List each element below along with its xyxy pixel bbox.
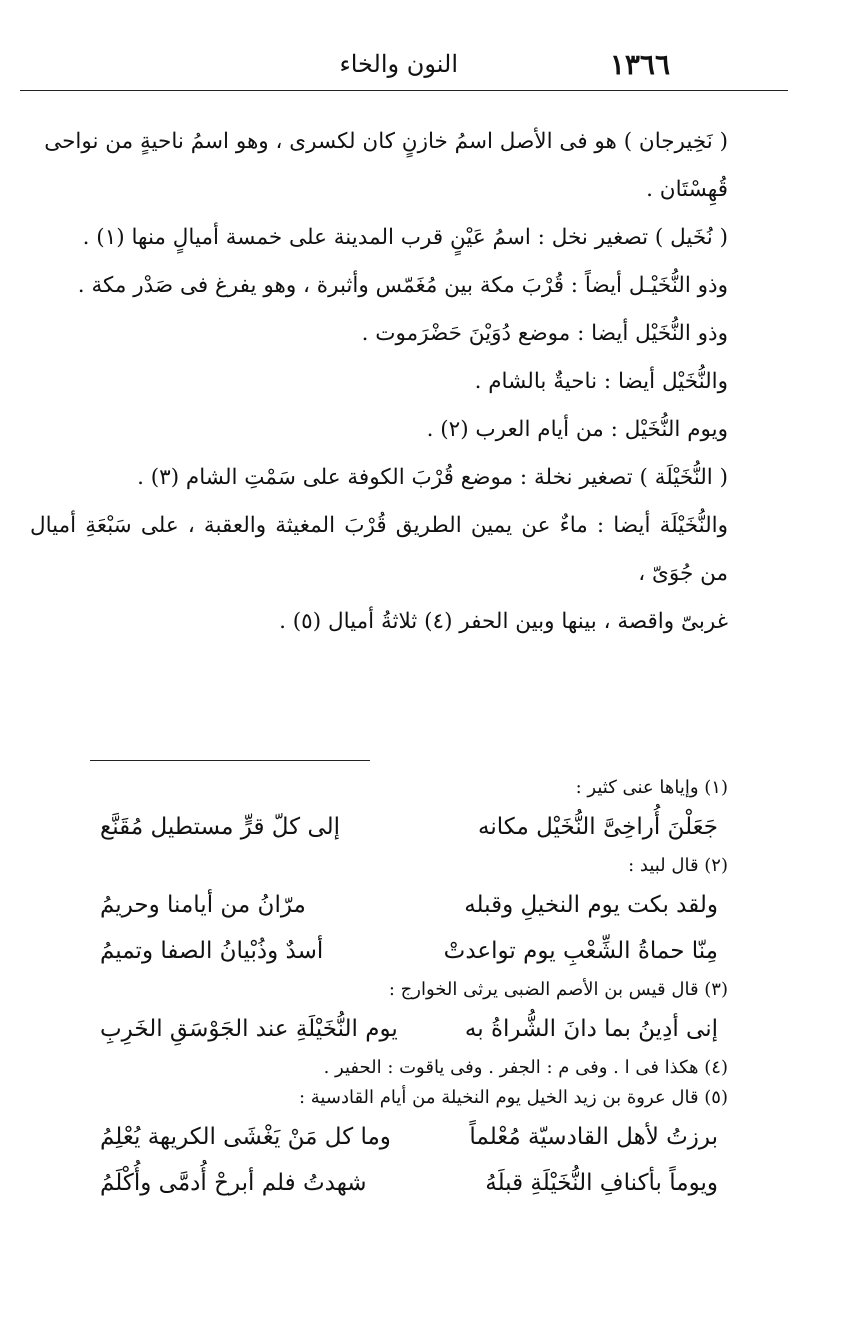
hemistich-first: جَعَلْنَ أُراخِىَّ النُّخَيْل مكانه <box>478 814 718 840</box>
footnote-2-intro: (٢) قال لبيد : <box>628 855 728 876</box>
paragraph: وذو النُّخَيْـل أيضاً : قُرْبَ مكة بين مُغَمّس وأثبرة ، وهو يفرغ فى صَدْر مكة . <box>77 273 728 298</box>
main-text <box>30 118 728 646</box>
hemistich-first: إنى أدِينُ بما دانَ الشُّراةُ به <box>464 1016 718 1042</box>
paragraph: ( النُّخَيْلَة ) تصغير نخلة : موضع قُرْبَ الكوفة على سَمْتِ الشام (٣) . <box>137 465 728 490</box>
footnote-1-intro: (١) وإياها عنى كثير : <box>575 777 728 798</box>
hemistich-first: ويوماً بأكنافِ النُّخَيْلَةِ قبلَهُ <box>485 1170 718 1196</box>
footnote-2-verse-2 <box>100 928 728 974</box>
footnote-3-verse <box>100 1006 728 1052</box>
hemistich-second: مرّانُ من أيامنا وحريمُ <box>100 892 306 918</box>
footnotes <box>100 772 728 1206</box>
footnote-4: (٤) هكذا فى ا . وفى م : الجفر . وفى ياقوت : الحفير . <box>323 1057 728 1078</box>
footnote-1-verse <box>100 804 728 850</box>
hemistich-second: شهدتُ فلم أبرحْ أُدمَّى وأُكْلَمُ <box>100 1170 367 1196</box>
footnote-2-verse-1 <box>100 882 728 928</box>
paragraph: وذو النُّخَيْل أيضا : موضع دُوَيْنَ حَضْرَموت . <box>361 321 728 346</box>
hemistich-second: يوم النُّخَيْلَةِ عند الجَوْسَقِ الخَرِبِ <box>100 1016 398 1042</box>
hemistich-first: ولقد بكت يوم النخيلِ وقبله <box>464 892 718 918</box>
running-head <box>60 40 788 84</box>
paragraph: ( نَخِيرجان ) هو فى الأصل اسمُ خازنٍ كان لكسرى ، وهو اسمُ ناحيةٍ من نواحى <box>44 129 728 154</box>
paragraph: غربىّ واقصة ، بينها وبين الحفر (٤) ثلاثةُ أميال (٥) . <box>279 609 728 634</box>
running-title: النون والخاء <box>339 50 458 78</box>
hemistich-second: إلى كلّ قرٍّ مستطيل مُقَنَّع <box>100 814 341 840</box>
paragraph: والنُّخَيْل أيضا : ناحيةٌ بالشام . <box>474 369 728 394</box>
hemistich-first: مِنّا حماةُ الشِّعْبِ يوم تواعدتْ <box>443 938 718 964</box>
header-rule <box>20 90 788 91</box>
hemistich-second: وما كل مَنْ يَغْشَى الكريهة يُعْلِمُ <box>100 1124 391 1150</box>
footnote-5-verse-1 <box>100 1114 728 1160</box>
paragraph: والنُّخَيْلَة أيضا : ماءٌ عن يمين الطريق قُرْبَ المغيثة والعقبة ، على سَبْعَةِ أميال من جُوَىّ ، <box>30 513 728 586</box>
paragraph: ( نُخَيل ) تصغير نخل : اسمُ عَيْنٍ قرب المدينة على خمسة أميالٍ منها (١) . <box>82 225 728 250</box>
footnote-5-intro: (٥) قال عروة بن زيد الخيل يوم النخيلة من أيام القادسية : <box>299 1087 728 1108</box>
hemistich-first: برزتُ لأهل القادسيّة مُعْلماً <box>469 1124 718 1150</box>
footnote-rule <box>90 760 370 761</box>
page-number: ١٣٦٦ <box>609 48 670 81</box>
footnote-5-verse-2 <box>100 1160 728 1206</box>
paragraph: قُهِسْتَان . <box>646 177 728 202</box>
paragraph: ويوم النُّخَيْل : من أيام العرب (٢) . <box>426 417 728 442</box>
footnote-3-intro: (٣) قال قيس بن الأصم الضبى يرثى الخوارج : <box>388 979 728 1000</box>
hemistich-second: أسدٌ وذُبْيانُ الصفا وتميمُ <box>100 938 324 964</box>
